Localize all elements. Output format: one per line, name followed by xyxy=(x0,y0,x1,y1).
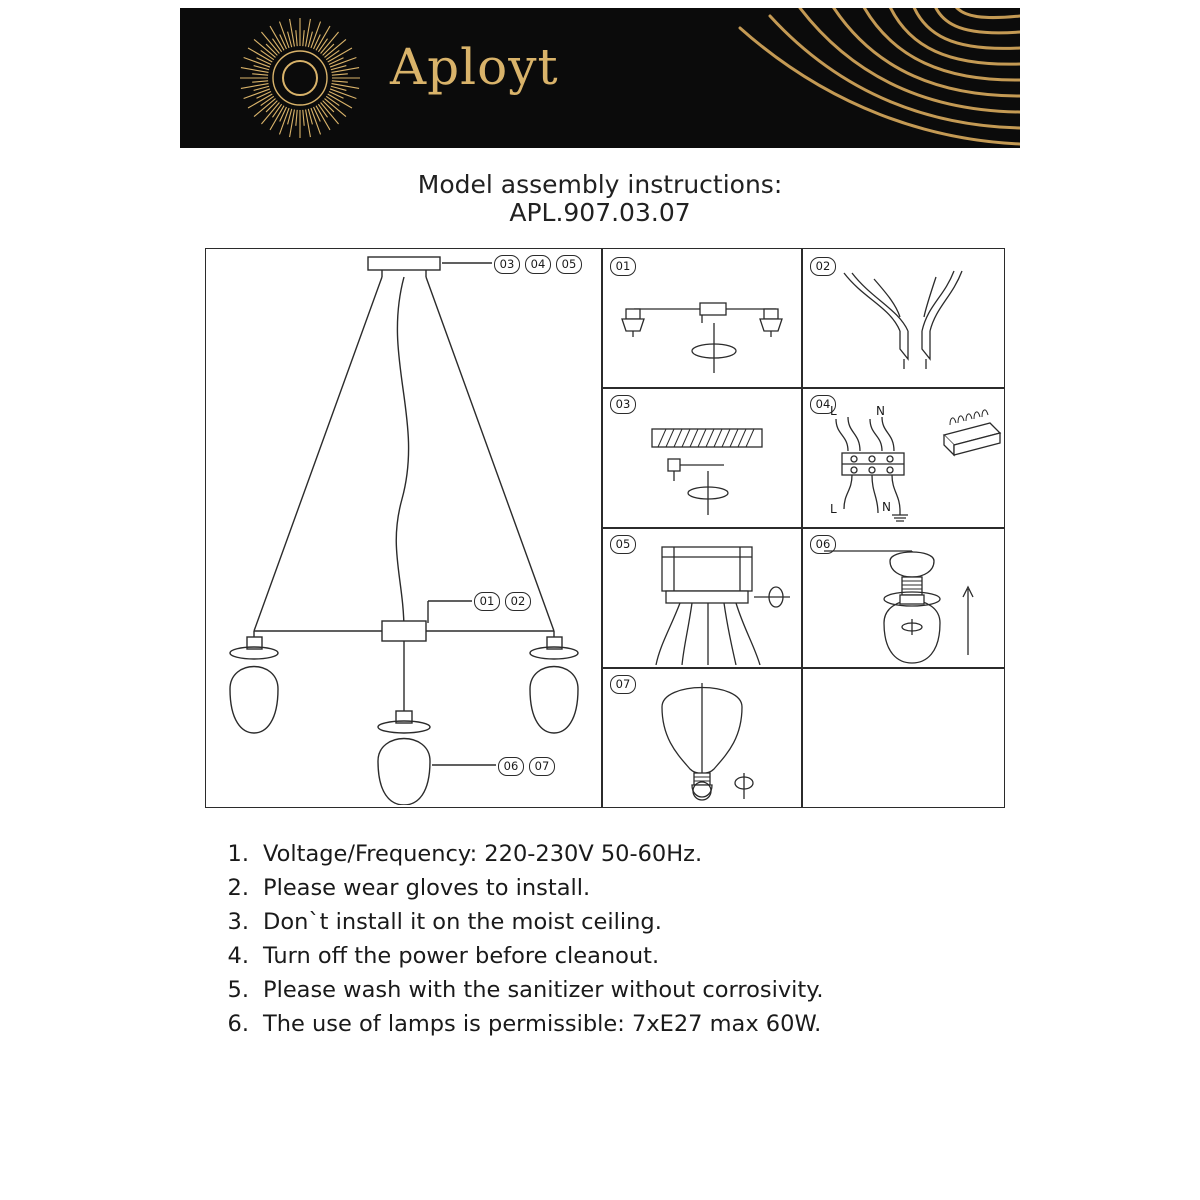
wiring-label-L-in: L xyxy=(830,404,837,418)
note-index: 3. xyxy=(227,909,249,935)
badge: 03 xyxy=(494,255,520,274)
list-item xyxy=(205,940,1005,973)
note-index: 4. xyxy=(227,943,249,969)
list-item xyxy=(205,1008,1005,1041)
list-item xyxy=(205,974,1005,1007)
note-text: Voltage/Frequency: 220-230V 50-60Hz. xyxy=(263,841,703,867)
note-text: The use of lamps is permissible: 7xE27 max 60W. xyxy=(263,1011,822,1037)
badge: 05 xyxy=(556,255,582,274)
wiring-label-N-out: N xyxy=(882,500,891,514)
step-number-01: 01 xyxy=(610,257,636,276)
brand-name: Aployt xyxy=(390,38,559,96)
note-text: Turn off the power before cleanout. xyxy=(263,943,660,969)
note-text: Please wear gloves to install. xyxy=(263,875,591,901)
step-number-05: 05 xyxy=(610,535,636,554)
wiring-label-N-in: N xyxy=(876,404,885,418)
badge: 06 xyxy=(498,757,524,776)
note-text: Please wash with the sanitizer without corrosivity. xyxy=(263,977,824,1003)
sunburst-logo-icon xyxy=(220,16,380,141)
assembly-diagram-frame xyxy=(205,248,1005,808)
bulb-install-step-icon xyxy=(604,677,800,803)
fan-rays-decoration-icon xyxy=(680,8,1020,148)
note-index: 1. xyxy=(227,841,249,867)
list-item xyxy=(205,838,1005,871)
badge: 04 xyxy=(525,255,551,274)
ceiling-plate-step-icon xyxy=(604,407,800,525)
chandelier-overview-drawing xyxy=(206,249,600,805)
wiring-label-L-out: L xyxy=(830,502,837,516)
page-title: Model assembly instructions: xyxy=(417,170,783,199)
badge: 07 xyxy=(529,757,555,776)
canopy-mount-step-icon xyxy=(604,539,800,665)
grid-divider-horizontal-2 xyxy=(601,527,1004,529)
step-number-07: 07 xyxy=(610,675,636,694)
model-number: APL.907.03.07 xyxy=(509,198,691,227)
header-banner xyxy=(180,8,1020,148)
glass-shade-mount-step-icon xyxy=(804,539,1004,665)
note-text: Don`t install it on the moist ceiling. xyxy=(263,909,662,935)
list-item xyxy=(205,872,1005,905)
step-number-04: 04 xyxy=(810,395,836,414)
overview-label-bottom xyxy=(498,757,555,776)
overview-label-middle xyxy=(474,592,531,611)
note-index: 2. xyxy=(227,875,249,901)
step-number-03: 03 xyxy=(610,395,636,414)
badge: 01 xyxy=(474,592,500,611)
badge: 02 xyxy=(505,592,531,611)
grid-divider-horizontal-3 xyxy=(601,667,1004,669)
overview-label-top xyxy=(494,255,582,274)
instruction-notes-list xyxy=(205,838,1005,1042)
wiring-terminal-block-step-icon xyxy=(804,401,1004,525)
step-number-06: 06 xyxy=(810,535,836,554)
note-index: 6. xyxy=(227,1011,249,1037)
rod-and-connectors-step-icon xyxy=(604,269,800,384)
note-index: 5. xyxy=(227,977,249,1003)
step-number-02: 02 xyxy=(810,257,836,276)
grid-divider-horizontal-1 xyxy=(601,387,1004,389)
list-item xyxy=(205,906,1005,939)
cables-through-rods-step-icon xyxy=(804,265,1000,385)
